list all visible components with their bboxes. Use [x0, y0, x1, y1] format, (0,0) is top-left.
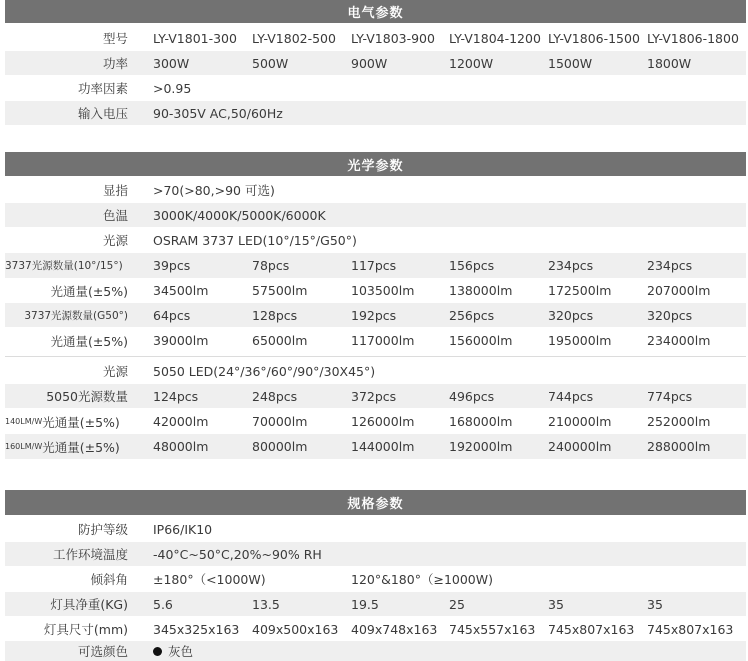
- spec-section-title: 规格参数: [347, 497, 404, 512]
- weight-label: 灯具净重(KG): [50, 597, 128, 612]
- size-cell: 345x325x163: [153, 621, 240, 637]
- size-cell: 409x500x163: [252, 621, 339, 637]
- spec-section-header: [5, 490, 746, 515]
- flux-cell: 240000lm: [548, 439, 612, 454]
- qty-cell: 320pcs: [548, 307, 594, 323]
- flux-cell: 138000lm: [449, 283, 513, 298]
- power-cell: 300W: [153, 55, 190, 71]
- light-source-label: 光源: [102, 233, 128, 248]
- weight-cell: 35: [548, 596, 564, 612]
- cct-value: 3000K/4000K/5000K/6000K: [153, 207, 326, 223]
- light-source-2-value: 5050 LED(24°/36°/60°/90°/30X45°): [153, 363, 376, 379]
- power-cell: 1800W: [647, 55, 692, 71]
- env-temp-label: 工作环境温度: [52, 547, 128, 562]
- flux-140-text: 光通量(±5%): [42, 414, 120, 430]
- ip-label: 防护等级: [77, 522, 128, 537]
- flux-cell: 192000lm: [449, 439, 513, 454]
- flux-160-row: [5, 434, 746, 459]
- size-cell: 745x557x163: [449, 621, 536, 637]
- flux-cell: 70000lm: [252, 414, 308, 429]
- qty-cell: 156pcs: [449, 258, 495, 273]
- cri-value: >70(>80,>90 可选): [153, 183, 275, 198]
- qty-cell: 124pcs: [153, 388, 199, 404]
- flux-160-label: [5, 434, 145, 459]
- flux-cell: 65000lm: [252, 333, 308, 348]
- color-label: 可选颜色: [77, 644, 128, 659]
- color-row: [5, 641, 746, 661]
- power-cell: 900W: [351, 55, 388, 71]
- ip-value: IP66/IK10: [153, 521, 213, 537]
- env-temp-value: -40°C~50°C,20%~90% RH: [153, 546, 322, 562]
- tilt-row: [5, 567, 746, 591]
- flux-cell: 144000lm: [351, 439, 415, 454]
- weight-cell: 35: [647, 596, 663, 612]
- flux-b-label: 光通量(±5%): [50, 333, 128, 349]
- tilt-label: 倾斜角: [90, 572, 128, 587]
- qty-cell: 496pcs: [449, 388, 495, 404]
- qty-cell: 256pcs: [449, 307, 495, 323]
- tilt-value-1: ±180°（<1000W): [153, 572, 266, 587]
- flux-cell: 210000lm: [548, 414, 612, 429]
- flux-cell: 103500lm: [351, 283, 415, 298]
- weight-row: [5, 592, 746, 616]
- size-label: 灯具尺寸(mm): [43, 622, 128, 637]
- power-factor-value: >0.95: [153, 80, 192, 96]
- model-cell: LY-V1804-1200: [449, 30, 541, 46]
- flux-b-row: [5, 328, 746, 353]
- led3737-g50-qty-row: [5, 303, 746, 327]
- model-cell: LY-V1801-300: [153, 30, 237, 46]
- power-factor-row: [5, 76, 746, 100]
- flux-cell: 117000lm: [351, 333, 415, 348]
- input-voltage-label: 输入电压: [77, 106, 128, 121]
- model-cell: LY-V1803-900: [351, 30, 435, 46]
- weight-cell: 25: [449, 596, 465, 612]
- tilt-value-2: 120°&180°（≥1000W): [351, 572, 493, 587]
- flux-cell: 252000lm: [647, 414, 711, 429]
- light-source-2-label: 光源: [102, 364, 128, 379]
- flux-cell: 42000lm: [153, 414, 209, 429]
- flux-140-label: [5, 409, 145, 434]
- flux-cell: 234000lm: [647, 333, 711, 348]
- qty-cell: 192pcs: [351, 307, 397, 323]
- size-cell: 745x807x163: [548, 621, 635, 637]
- qty-cell: 64pcs: [153, 307, 191, 323]
- color-value: 灰色: [168, 644, 194, 659]
- flux-cell: 156000lm: [449, 333, 513, 348]
- qty-cell: 744pcs: [548, 388, 594, 404]
- light-source-2-row: [5, 359, 746, 383]
- led3737-qty-label: 3737光源数量(10°/15°): [5, 260, 123, 272]
- cct-label: 色温: [102, 208, 128, 223]
- flux-cell: 195000lm: [548, 333, 612, 348]
- cri-label: 显指: [102, 183, 128, 198]
- qty-cell: 78pcs: [252, 258, 290, 273]
- size-cell: 745x807x163: [647, 621, 734, 637]
- power-row: [5, 51, 746, 75]
- row-divider: [5, 356, 746, 357]
- model-cell: LY-V1806-1800: [647, 30, 739, 46]
- cri-row: [5, 178, 746, 202]
- power-cell: 1200W: [449, 55, 494, 71]
- flux-cell: 57500lm: [252, 283, 308, 298]
- power-cell: 1500W: [548, 55, 593, 71]
- qty-cell: 372pcs: [351, 388, 397, 404]
- qty-cell: 117pcs: [351, 258, 397, 273]
- env-temp-row: [5, 542, 746, 566]
- qty-cell: 248pcs: [252, 388, 298, 404]
- led3737-g50-qty-label: 3737光源数量(G50°): [24, 309, 128, 322]
- flux-160-text: 光通量(±5%): [42, 439, 120, 455]
- flux-cell: 48000lm: [153, 439, 209, 454]
- flux-140-row: [5, 409, 746, 434]
- model-cell: LY-V1802-500: [252, 30, 336, 46]
- electrical-section-title: 电气参数: [347, 6, 404, 21]
- electrical-section-header: [5, 0, 746, 23]
- power-factor-label: 功率因素: [77, 81, 128, 96]
- flux-cell: 207000lm: [647, 283, 711, 298]
- flux-a-label: 光通量(±5%): [50, 283, 128, 299]
- flux-cell: 34500lm: [153, 283, 209, 298]
- model-row: [5, 26, 746, 50]
- qty-cell: 320pcs: [647, 307, 693, 323]
- led3737-qty-row: [5, 253, 746, 278]
- input-voltage-value: 90-305V AC,50/60Hz: [153, 105, 283, 121]
- flux-140-prefix: 140LM/W: [5, 417, 43, 426]
- input-voltage-row: [5, 101, 746, 125]
- qty-cell: 774pcs: [647, 388, 693, 404]
- power-label: 功率: [102, 56, 128, 71]
- weight-cell: 5.6: [153, 596, 173, 612]
- qty-cell: 234pcs: [647, 258, 693, 273]
- power-cell: 500W: [252, 55, 289, 71]
- size-row: [5, 617, 746, 641]
- weight-cell: 13.5: [252, 596, 280, 612]
- optical-section-title: 光学参数: [347, 158, 404, 174]
- model-label: 型号: [102, 31, 128, 46]
- color-dot-icon: [153, 647, 162, 656]
- led5050-qty-label: 5050光源数量: [46, 389, 128, 404]
- size-cell: 409x748x163: [351, 621, 438, 637]
- weight-cell: 19.5: [351, 596, 379, 612]
- flux-a-row: [5, 278, 746, 303]
- flux-cell: 39000lm: [153, 333, 209, 348]
- qty-cell: 39pcs: [153, 258, 191, 273]
- led5050-qty-row: [5, 384, 746, 408]
- light-source-row: [5, 228, 746, 252]
- qty-cell: 234pcs: [548, 258, 594, 273]
- color-value-wrap: [153, 641, 193, 661]
- flux-cell: 168000lm: [449, 414, 513, 429]
- flux-160-prefix: 160LM/W: [5, 442, 43, 451]
- model-cell: LY-V1806-1500: [548, 30, 640, 46]
- qty-cell: 128pcs: [252, 307, 298, 323]
- flux-cell: 172500lm: [548, 283, 612, 298]
- light-source-value: OSRAM 3737 LED(10°/15°/G50°): [153, 232, 357, 248]
- cct-row: [5, 203, 746, 227]
- ip-row: [5, 517, 746, 541]
- flux-cell: 288000lm: [647, 439, 711, 454]
- flux-cell: 126000lm: [351, 414, 415, 429]
- optical-section-header: [5, 152, 746, 176]
- flux-cell: 80000lm: [252, 439, 308, 454]
